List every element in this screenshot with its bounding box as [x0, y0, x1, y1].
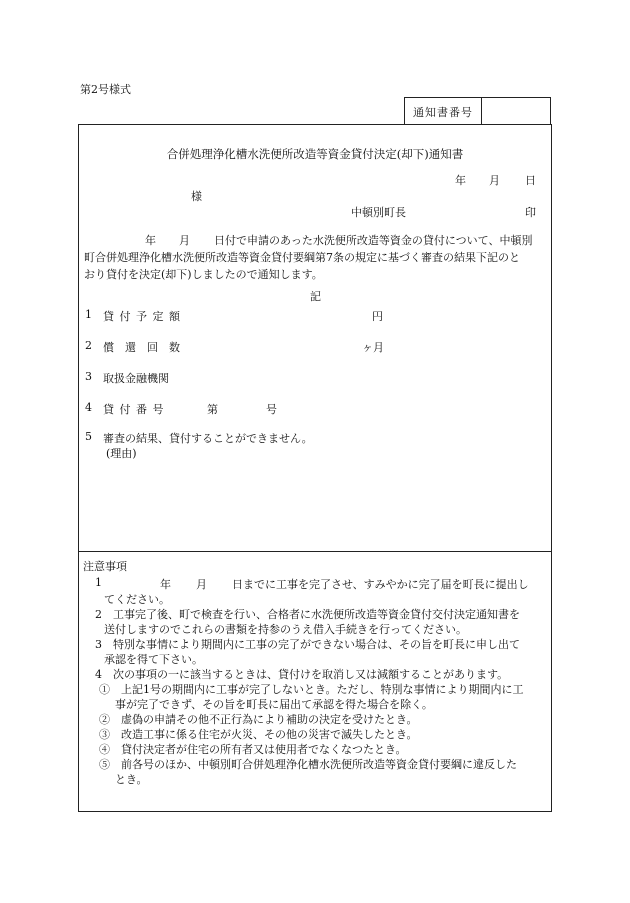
addressee-suffix: 様 [191, 190, 202, 203]
item-4-label: 貸 付 番 号 [103, 403, 165, 416]
note-1-month: 月 [196, 578, 207, 591]
item-2-label: 償 還 回 数 [103, 341, 180, 354]
subnote-1-cont: 事が完了できず、その旨を町長に届出て承認を得た場合を除く。 [115, 698, 433, 711]
note-1-num: 1 [95, 576, 102, 589]
section-divider [79, 551, 551, 552]
item-2-unit: ヶ月 [362, 341, 384, 354]
note-1-text: 日までに工事を完了させ、すみやかに完了届を町長に提出し [232, 578, 529, 591]
item-5-label: 審査の結果、貸付することができません。 [103, 432, 313, 445]
subnote-5-cont: とき。 [115, 773, 148, 786]
item-4-num: 4 [85, 401, 92, 414]
body-year: 年 [145, 234, 156, 247]
notice-number-value[interactable] [482, 98, 551, 125]
date-year: 年 [455, 174, 466, 187]
body-month: 月 [179, 234, 190, 247]
item-1-num: 1 [85, 308, 92, 321]
item-3-num: 3 [85, 370, 92, 383]
note-1-cont: てください。 [104, 593, 170, 606]
item-4-mid: 第 [207, 403, 218, 416]
notice-number-box [404, 97, 551, 125]
subnote-3: ③ 改造工事に係る住宅が火災、その他の災害で滅失したとき。 [99, 728, 418, 741]
seal-mark: 印 [525, 206, 536, 219]
issuer-name: 中頓別町長 [351, 206, 406, 219]
notice-number-label: 通知書番号 [405, 98, 482, 125]
date-month: 月 [489, 174, 500, 187]
note-3-cont: 承認を得て下さい。 [104, 653, 203, 666]
note-3: 3 特別な事情により期間内に工事の完了ができない場合は、その旨を町長に申し出て [95, 638, 520, 651]
subnote-1: ① 上記1号の期間内に工事が完了しないとき。ただし、特別な事情により期間内に工 [99, 683, 524, 696]
note-1-year: 年 [160, 578, 171, 591]
note-2-cont: 送付しますのでこれらの書類を持参のうえ借入手続きを行ってください。 [104, 623, 467, 636]
notes-title: 注意事項 [83, 560, 127, 573]
item-3-label: 取扱金融機関 [103, 372, 169, 385]
body-line3: おり貸付を決定(却下)しましたので通知します。 [84, 268, 323, 281]
item-2-num: 2 [85, 339, 92, 352]
date-day: 日 [525, 174, 536, 187]
document-title: 合併処理浄化槽水洗便所改造等資金貸付決定(却下)通知書 [166, 147, 464, 161]
note-4: 4 次の事項の一に該当するときは、貸付けを取消し又は減額することがあります。 [95, 668, 509, 681]
item-1-label: 貸 付 予 定 額 [103, 310, 181, 323]
note-2: 2 工事完了後、町で検査を行い、合格者に水洗便所改造等資金貸付交付決定通知書を [95, 608, 520, 621]
item-5-num: 5 [85, 430, 92, 443]
item-1-unit: 円 [372, 310, 383, 323]
body-line1: 日付で申請のあった水洗便所改造等資金の貸付について、中頓別 [214, 234, 533, 247]
subnote-4: ④ 貸付決定者が住宅の所有者又は使用者でなくなつたとき。 [99, 743, 407, 756]
subnote-2: ② 虚偽の申請その他不正行為により補助の決定を受けたとき。 [99, 713, 418, 726]
body-line2: 町合併処理浄化槽水洗便所改造等資金貸付要綱第7条の規定に基づく審査の結果下記のと [84, 251, 520, 264]
reason-label: (理由) [106, 447, 137, 460]
item-4-unit: 号 [266, 403, 277, 416]
form-number: 第2号様式 [80, 83, 131, 96]
subnote-5: ⑤ 前各号のほか、中頓別町合併処理浄化槽水洗便所改造等資金貸付要綱に違反した [99, 758, 517, 771]
ki-heading: 記 [310, 290, 321, 303]
